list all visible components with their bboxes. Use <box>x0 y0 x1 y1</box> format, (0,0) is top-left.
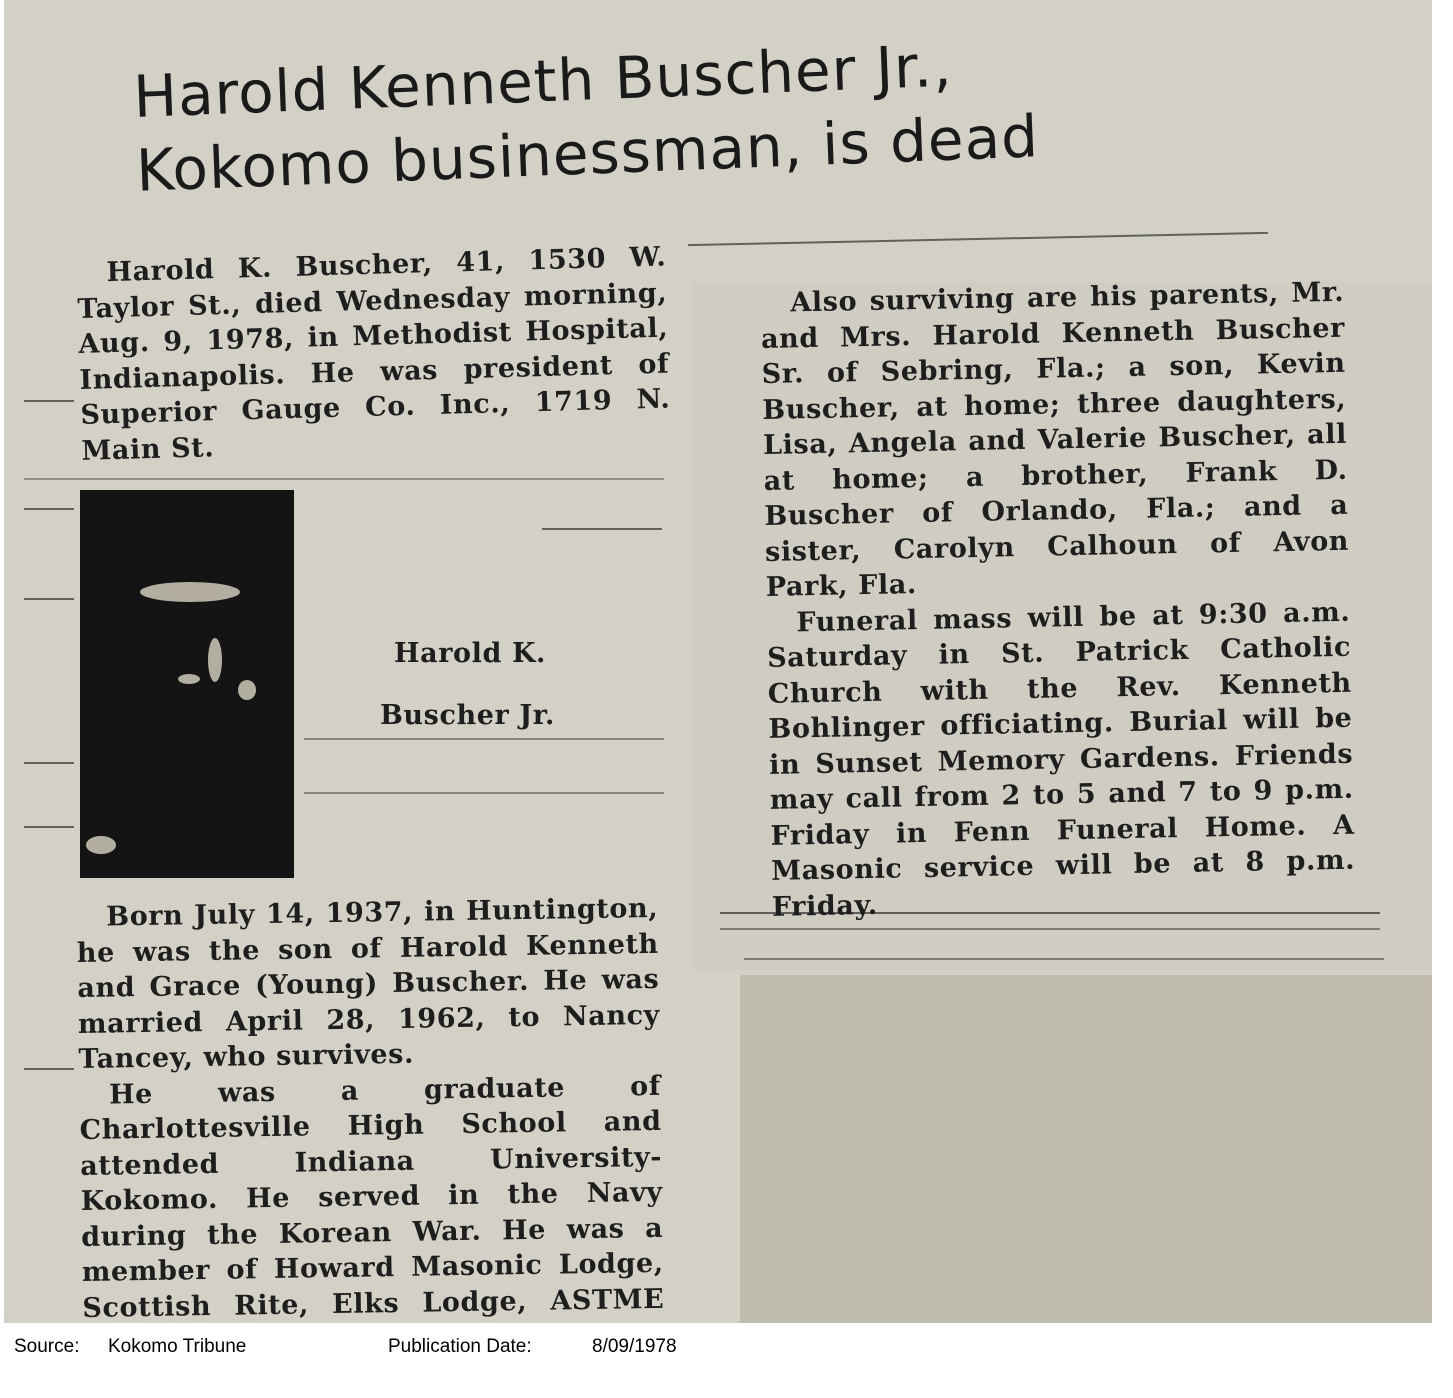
source-value: Kokomo Tribune <box>108 1336 247 1357</box>
blank-paper-area <box>740 975 1432 1323</box>
rule <box>24 598 74 600</box>
right-column <box>760 275 1356 925</box>
photo-caption-line-2: Buscher Jr. <box>380 700 556 731</box>
portrait-photo <box>80 490 294 878</box>
photo-smudge <box>86 836 116 854</box>
rule <box>744 958 1384 960</box>
photo-smudge <box>208 638 222 682</box>
publication-date-label: Publication Date: <box>388 1336 532 1357</box>
rule <box>688 232 1268 246</box>
photo-smudge <box>238 680 256 700</box>
photo-caption-line-1: Harold K. <box>394 638 547 669</box>
rule <box>24 400 74 402</box>
rule <box>24 762 74 764</box>
left-column-top <box>76 240 672 469</box>
rule <box>304 792 664 794</box>
paragraph-education: He was a graduate of Charlottesville High School and attended Indiana University-Kokomo. He served in the Navy during the Korean War. He was a member of Howard Masonic Lodge, Scottish Rite, Elks Lodge, ASTME <box>79 1070 665 1323</box>
paragraph-death-notice: Harold K. Buscher, 41, 1530 W. Taylor St., died Wednesday morning, Aug. 9, 1978, in Methodist Hospital, Indianapolis. He was president of Superior Gauge Co. Inc., 1719 N. Main St. <box>77 241 671 467</box>
photo-smudge <box>140 582 240 602</box>
photo-smudge <box>178 674 200 684</box>
source-label: Source: <box>14 1336 80 1357</box>
publication-date-value: 8/09/1978 <box>592 1336 677 1357</box>
rule <box>304 738 664 740</box>
rule <box>24 478 664 480</box>
left-column-bottom <box>76 891 665 1323</box>
headline-line-1: Harold Kenneth Buscher Jr., <box>132 31 954 131</box>
rule <box>24 1068 74 1070</box>
headline-line-2: Kokomo businessman, is dead <box>134 102 1041 205</box>
paragraph-birth: Born July 14, 1937, in Huntington, he was the son of Harold Kenneth and Grace (Young) Buscher. He was married April 28, 1962, to Nancy Tancey, who survives. <box>76 892 661 1075</box>
paragraph-funeral: Funeral mass will be at 9:30 a.m. Saturday in St. Patrick Catholic Church with the Rev. Kenneth Bohlinger officiating. Burial will be in Sunset Memory Gardens. Friends may call from 2 to 5 and 7 to 9 p.m. Friday in Fenn Funeral Home. A Masonic service will be at 8 p.m. Friday. <box>766 596 1356 923</box>
rule <box>720 928 1380 930</box>
headline <box>132 18 1237 208</box>
rule <box>542 528 662 530</box>
rule <box>24 826 74 828</box>
rule <box>24 508 74 510</box>
paragraph-survivors: Also surviving are his parents, Mr. and Mrs. Harold Kenneth Buscher Sr. of Sebring, Fla.; a son, Kevin Buscher, at home; three daughters, Lisa, Angela and Valerie Buscher, all at home; a brother, Frank D. Buscher of Orlando, Fla.; and a sister, Carolyn Calhoun of Avon Park, Fla. <box>760 276 1350 603</box>
newspaper-clipping <box>4 0 1432 1323</box>
